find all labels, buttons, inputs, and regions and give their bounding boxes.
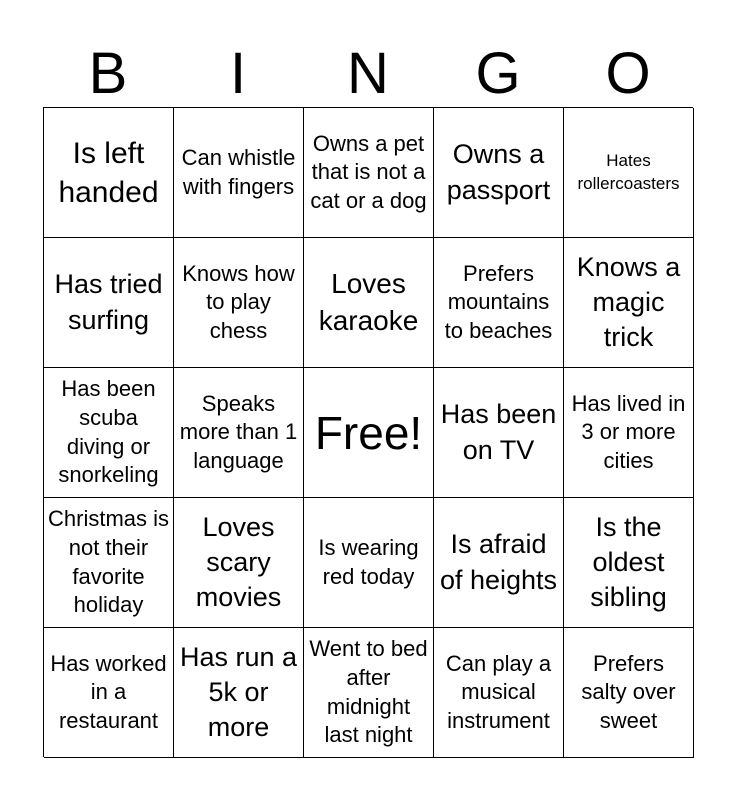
bingo-cell: Knows how to play chess [174, 238, 304, 368]
header-letter-n: N [347, 41, 389, 106]
bingo-header [43, 40, 693, 108]
bingo-cell: Can play a musical instrument [434, 628, 564, 758]
header-letter-b: B [88, 41, 128, 106]
bingo-cell: Is wearing red today [304, 498, 434, 628]
bingo-cell: Owns a pet that is not a cat or a dog [304, 108, 434, 238]
bingo-cell: Knows a magic trick [564, 238, 694, 368]
header-letter-o: O [605, 41, 651, 106]
bingo-cell: Is left handed [44, 108, 174, 238]
bingo-cell: Has been on TV [434, 368, 564, 498]
bingo-cell: Hates rollercoasters [564, 108, 694, 238]
bingo-cell: Has run a 5k or more [174, 628, 304, 758]
bingo-cell: Can whistle with fingers [174, 108, 304, 238]
bingo-cell: Is afraid of heights [434, 498, 564, 628]
bingo-cell: Is the oldest sibling [564, 498, 694, 628]
bingo-cell: Owns a passport [434, 108, 564, 238]
header-letter-i: I [229, 41, 247, 106]
bingo-cell: Loves karaoke [304, 238, 434, 368]
bingo-cell: Christmas is not their favorite holiday [44, 498, 174, 628]
bingo-cell: Has tried surfing [44, 238, 174, 368]
bingo-cell: Has been scuba diving or snorkeling [44, 368, 174, 498]
header-letter-g: G [475, 41, 521, 106]
bingo-cell: Prefers salty over sweet [564, 628, 694, 758]
bingo-cell: Speaks more than 1 language [174, 368, 304, 498]
bingo-cell: Has worked in a restaurant [44, 628, 174, 758]
bingo-cell: Went to bed after midnight last night [304, 628, 434, 758]
bingo-cell: Prefers mountains to beaches [434, 238, 564, 368]
bingo-cell: Loves scary movies [174, 498, 304, 628]
bingo-card [43, 107, 693, 757]
bingo-cell-free: Free! [304, 368, 434, 498]
bingo-cell: Has lived in 3 or more cities [564, 368, 694, 498]
